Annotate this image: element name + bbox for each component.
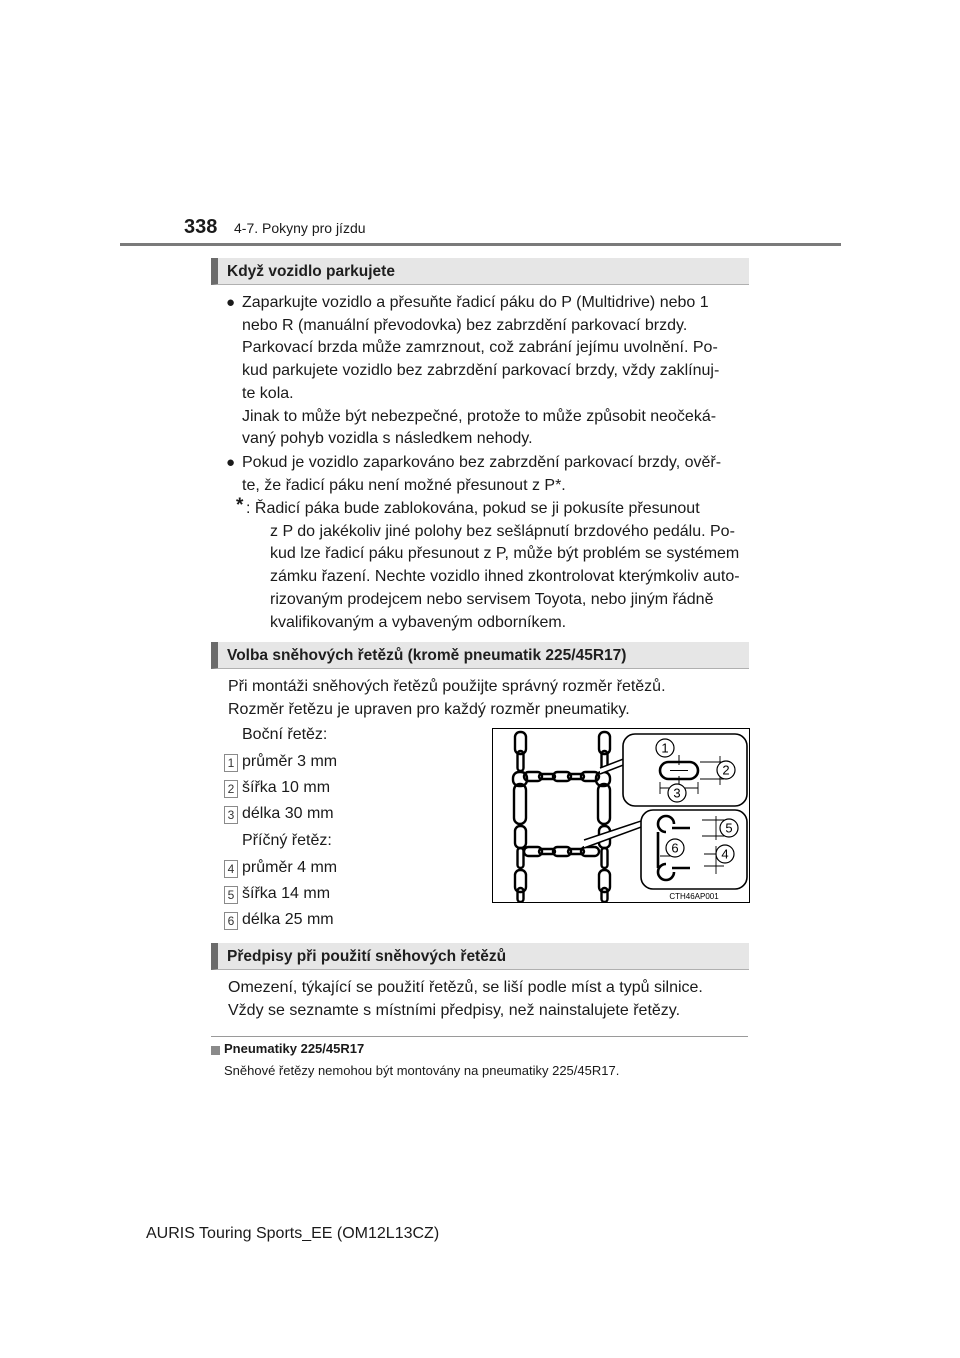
heading-chain-selection: Volba sněhových řetězů (kromě pneumatik 225/45R17): [211, 642, 749, 669]
spec-side-width: šířka 10 mm: [242, 779, 331, 796]
text-line: kud lze řadicí páku přesunout z P, může být problém se systémem: [270, 545, 740, 563]
text-line: Vždy se seznamte s místními předpisy, než nainstalujete řetězy.: [228, 1001, 681, 1019]
text-line: te kola.: [242, 384, 294, 402]
header-rule: [120, 243, 841, 246]
footer-document-id: AURIS Touring Sports_EE (OM12L13CZ): [146, 1225, 440, 1242]
number-marker-4: 4: [224, 860, 238, 878]
cross-chain-label: Příčný řetěz:: [242, 832, 332, 849]
bullet-icon: ●: [226, 454, 236, 471]
spec-side-diameter: průměr 3 mm: [242, 753, 338, 770]
text-line: Zaparkujte vozidlo a přesuňte řadicí páku do P (Multidrive) nebo 1: [242, 294, 709, 311]
number-marker-5: 5: [224, 886, 238, 904]
heading-chain-regulations: Předpisy při použití sněhových řetězů: [211, 943, 749, 970]
text-line: Parkovací brzda může zamrznout, což zabrání jejímu uvolnění. Po-: [242, 339, 718, 357]
text-line: Při montáži sněhových řetězů použijte správný rozměr řetězů.: [228, 678, 666, 695]
text-line: Rozměr řetězu je upraven pro každý rozměr pneumatiky.: [228, 700, 630, 718]
heading-parking: Když vozidlo parkujete: [211, 258, 749, 285]
note-divider: [211, 1036, 748, 1037]
figure-code: CTH46AP001: [669, 892, 719, 901]
parking-paragraph-2: [242, 452, 749, 497]
text-line: : Řadicí páka bude zablokována, pokud se ji pokusíte přesunout: [246, 500, 700, 517]
callout-4: 4: [721, 846, 729, 862]
note-title: Pneumatiky 225/45R17: [224, 1041, 365, 1056]
spec-cross-length: délka 25 mm: [242, 911, 334, 928]
text-line: Pokud je vozidlo zaparkováno bez zabrzdění parkovací brzdy, ověř-: [242, 454, 722, 471]
number-marker-3: 3: [224, 806, 238, 824]
text-line: zámku řazení. Nechte vozidlo ihned zkontrolovat kterýmkoliv auto-: [270, 568, 740, 586]
text-line: vaný pohyb vozidla s následkem nehody.: [242, 430, 533, 448]
number-marker-1: 1: [224, 754, 238, 772]
spec-cross-diameter: průměr 4 mm: [242, 859, 338, 876]
section-reference: 4-7. Pokyny pro jízdu: [234, 220, 366, 236]
chain-intro: [228, 676, 748, 721]
text-line: nebo R (manuální převodovka) bez zabrzdění parkovací brzdy.: [242, 316, 688, 334]
footnote-star-icon: *: [236, 495, 244, 516]
note-square-icon: [211, 1046, 220, 1055]
callout-1: 1: [661, 740, 669, 756]
number-marker-6: 6: [224, 912, 238, 930]
callout-5: 5: [725, 820, 733, 836]
callout-6: 6: [671, 840, 679, 856]
text-line: rizovaným prodejcem nebo servisem Toyota, nebo jiným řádně: [270, 590, 714, 608]
snow-chain-illustration: [492, 728, 750, 903]
text-line: kud parkujete vozidlo bez zabrzdění parkovací brzdy, vždy zaklínuj-: [242, 362, 720, 380]
note-body: Sněhové řetězy nemohou být montovány na pneumatiky 225/45R17.: [224, 1063, 620, 1078]
parking-paragraph-1: [242, 292, 749, 451]
bullet-icon: ●: [226, 294, 236, 311]
regulations-paragraph: [228, 977, 748, 1022]
spec-side-length: délka 30 mm: [242, 805, 334, 822]
callout-3: 3: [673, 785, 681, 801]
side-chain-label: Boční řetěz:: [242, 726, 328, 743]
text-line: kvalifikovaným a vybaveným odborníkem.: [270, 613, 567, 631]
page-number: 338: [184, 216, 218, 238]
text-line: te, že řadicí páku není možné přesunout z P*.: [242, 476, 566, 494]
text-line: Jinak to může být nebezpečné, protože to může způsobit neočeká-: [242, 407, 717, 425]
number-marker-2: 2: [224, 780, 238, 798]
footnote-paragraph: [246, 498, 749, 634]
text-line: z P do jakékoliv jiné polohy bez sešlápnutí brzdového pedálu. Po-: [270, 522, 735, 540]
spec-cross-width: šířka 14 mm: [242, 885, 331, 902]
text-line: Omezení, týkající se použití řetězů, se liší podle míst a typů silnice.: [228, 979, 703, 996]
callout-2: 2: [722, 762, 730, 778]
